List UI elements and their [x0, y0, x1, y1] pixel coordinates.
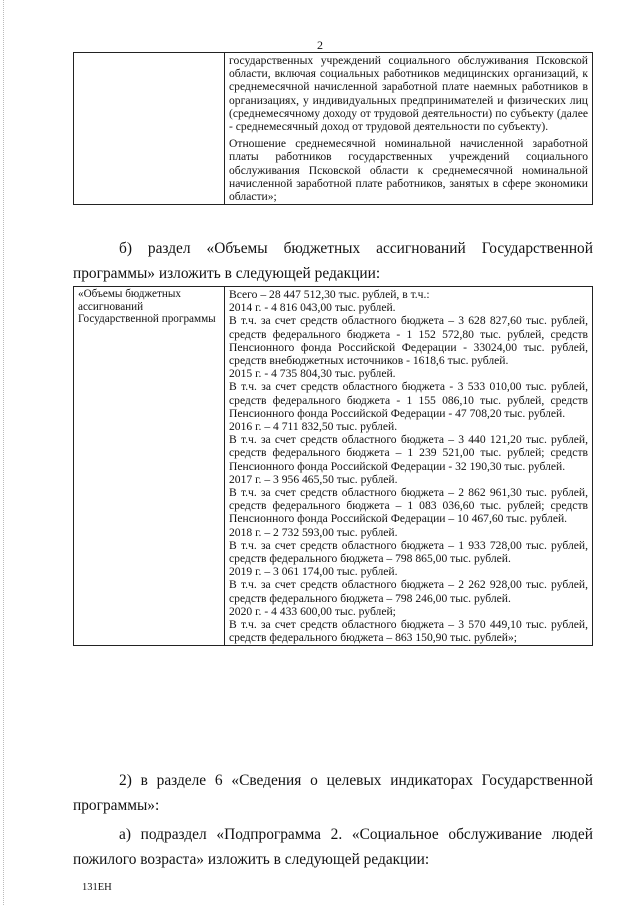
paragraph-a: а) подраздел «Подпрограмма 2. «Социальное обслуживание людей пожилого возраста» изложить в следующей редакции:: [73, 826, 593, 868]
footer-code: 131ЕН: [82, 882, 112, 893]
page-number: 2: [317, 38, 323, 52]
budget-line: 2014 г. - 4 816 043,00 тыс. рублей.: [229, 301, 396, 315]
budget-line: В т.ч. за счет средств областного бюджета – 3 628 827,60 тыс. рублей, средств федерального бюджета - 1 152 572,80 тыс. рублей, средств Пенсионного фонда Российской Федерации - 33024,00 тыс. рублей, средств внебюджетных источников - 1618,6 тыс. рублей.: [229, 314, 588, 368]
table-row: [74, 287, 593, 646]
budget-line: В т.ч. за счет средств областного бюджета – 2 262 928,00 тыс. рублей, средств федерального бюджета – 798 246,00 тыс. рублей.: [229, 578, 588, 605]
paragraph-b: б) раздел «Объемы бюджетных ассигнований Государственной программы» изложить в следующей редакции:: [73, 240, 593, 282]
budget-line: В т.ч. за счет средств областного бюджета – 1 933 728,00 тыс. рублей, средств федерального бюджета – 798 865,00 тыс. рублей.: [229, 538, 588, 566]
budget-lines: [229, 288, 588, 644]
budget-line: 2019 г. – 3 061 174,00 тыс. рублей.: [229, 565, 398, 579]
budget-line: 2018 г. – 2 732 593,00 тыс. рублей.: [229, 525, 398, 539]
table-left-cell-empty: [74, 53, 225, 205]
table-right-cell: [225, 53, 593, 205]
budget-line: В т.ч. за счет средств областного бюджета – 3 440 121,20 тыс. рублей, средств федерального бюджета – 1 239 521,00 тыс. рублей; средств Пенсионного фонда Российской Федерации - 32 190,30 тыс. рублей.: [229, 433, 588, 473]
budget-line: Всего – 28 447 512,30 тыс. рублей, в т.ч.:: [229, 288, 430, 301]
budget-line: 2015 г. - 4 735 804,30 тыс. рублей.: [229, 367, 396, 381]
budget-table: [73, 286, 593, 646]
budget-line: 2016 г. – 4 711 832,50 тыс. рублей.: [229, 420, 398, 434]
budget-line: 2017 г. – 3 956 465,50 тыс. рублей.: [229, 472, 398, 486]
budget-label-cell: [74, 287, 225, 646]
budget-line: В т.ч. за счет средств областного бюджета – 3 570 449,10 тыс. рублей, средств федерального бюджета – 863 150,90 тыс. рублей»;: [229, 618, 588, 645]
budget-line: В т.ч. за счет средств областного бюджета – 2 862 961,30 тыс. рублей, средств федерального бюджета – 1 083 036,60 тыс. рублей; средств Пенсионного фонда Российской Федерации – 10 467,60 тыс. рублей.: [229, 486, 588, 526]
budget-label: «Объемы бюджетных ассигнований Государственной программы: [78, 288, 216, 325]
budget-line: 2020 г. - 4 433 600,00 тыс. рублей;: [229, 604, 396, 618]
budget-line: В т.ч. за счет средств областного бюджета - 3 533 010,00 тыс. рублей, средств федерального бюджета - 1 155 086,10 тыс. рублей, средств Пенсионного фонда Российской Федерации - 47 708,20 тыс. рублей.: [229, 380, 588, 420]
paragraph-2: 2) в разделе 6 «Сведения о целевых индикаторах Государственной программы»:: [73, 772, 593, 814]
indicators-table-fragment: [73, 52, 593, 205]
binding-edge: [3, 0, 5, 905]
budget-values-cell: [225, 287, 593, 646]
indicator-text-1: государственных учреждений социального обслуживания Псковской области, включая социальных работников медицинских организаций, к среднемесячной начисленной заработной плате наемных работников в организациях, у индивидуальных предпринимателей и физических лиц (среднемесячному доходу от трудовой деятельности) по субъекту (далее - среднемесячный доход от трудовой деятельности по субъекту).: [229, 54, 588, 134]
indicator-text-2: Отношение среднемесячной номинальной начисленной заработной платы работников государственных учреждений социального обслуживания Псковской области к среднемесячной номинальной начисленной заработной плате работников, занятых в сфере экономики области»;: [229, 137, 588, 204]
table-row: [74, 53, 593, 205]
